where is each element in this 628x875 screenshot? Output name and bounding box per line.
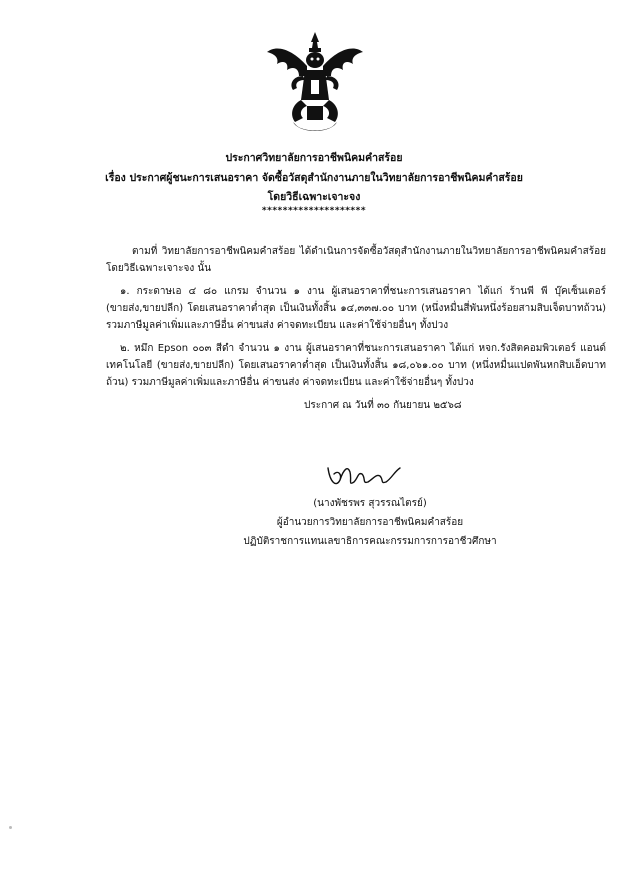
signatory-name: (นางพัชรพร สุวรรณไตรย์) [313, 498, 427, 509]
announcement-method: โดยวิธีเฉพาะเจาะจง [267, 191, 361, 203]
announcement-date: ประกาศ ณ วันที่ ๓๐ กันยายน ๒๕๖๘ [304, 400, 462, 411]
item-2-paragraph: ๒. หมึก Epson ๐๐๓ สีดำ จำนวน ๑ งาน ผู้เสนอราคาที่ชนะการเสนอราคา ได้แก่ หจก.รังสิตคอมพิวเตอร์ แอนด์ เทคโนโลยี (ขายส่ง,ขายปลีก) โดยเสนอราคาต่ำสุด เป็นเงินทั้งสิ้น ๑๘,๐๖๑.๐๐ บาท (หนึ่งหมื่นแปดพันหกสิบเอ็ดบาทถ้วน) รวมภาษีมูลค่าเพิ่มและภาษีอื่น ค่าขนส่ง ค่าจดทะเบียน และค่าใช้จ่ายอื่นๆ ทั้งปวง [106, 343, 606, 388]
intro-paragraph: ตามที่ วิทยาลัยการอาชีพนิคมคำสร้อย ได้ดำเนินการจัดซื้อวัสดุสำนักงานภายในวิทยาลัยการอาชีพนิคมคำสร้อย โดยวิธีเฉพาะเจาะจง นั้น [106, 246, 606, 274]
item-1-paragraph: ๑. กระดาษเอ ๔ ๘๐ แกรม จำนวน ๑ งาน ผู้เสนอราคาที่ชนะการเสนอราคา ได้แก่ ร้านพี พี บุ๊คเซ็นเตอร์ (ขายส่ง,ขายปลีก) โดยเสนอราคาต่ำสุด เป็นเงินทั้งสิ้น ๑๔,๓๓๗.๐๐ บาท (หนึ่งหมื่นสี่พันหนึ่งร้อยสามสิบเจ็ดบาทถ้วน) รวมภาษีมูลค่าเพิ่มและภาษีอื่น ค่าขนส่ง ค่าจดทะเบียน และค่าใช้จ่ายอื่นๆ ทั้งปวง [106, 286, 606, 331]
signatory-acting-title: ปฏิบัติราชการแทนเลขาธิการคณะกรรมการการอาชีวศึกษา [243, 536, 497, 547]
garuda-emblem-icon [263, 30, 367, 142]
signatory-title: ผู้อำนวยการวิทยาลัยการอาชีพนิคมคำสร้อย [276, 517, 464, 528]
scan-mark [9, 826, 12, 829]
header-divider: ******************** [261, 206, 367, 216]
handwritten-signature [322, 458, 408, 492]
announcement-subject: เรื่อง ประกาศผู้ชนะการเสนอราคา จัดซื้อวัสดุสำนักงานภายในวิทยาลัยการอาชีพนิคมคำสร้อย [105, 172, 523, 184]
announcement-title: ประกาศวิทยาลัยการอาชีพนิคมคำสร้อย [225, 152, 403, 164]
